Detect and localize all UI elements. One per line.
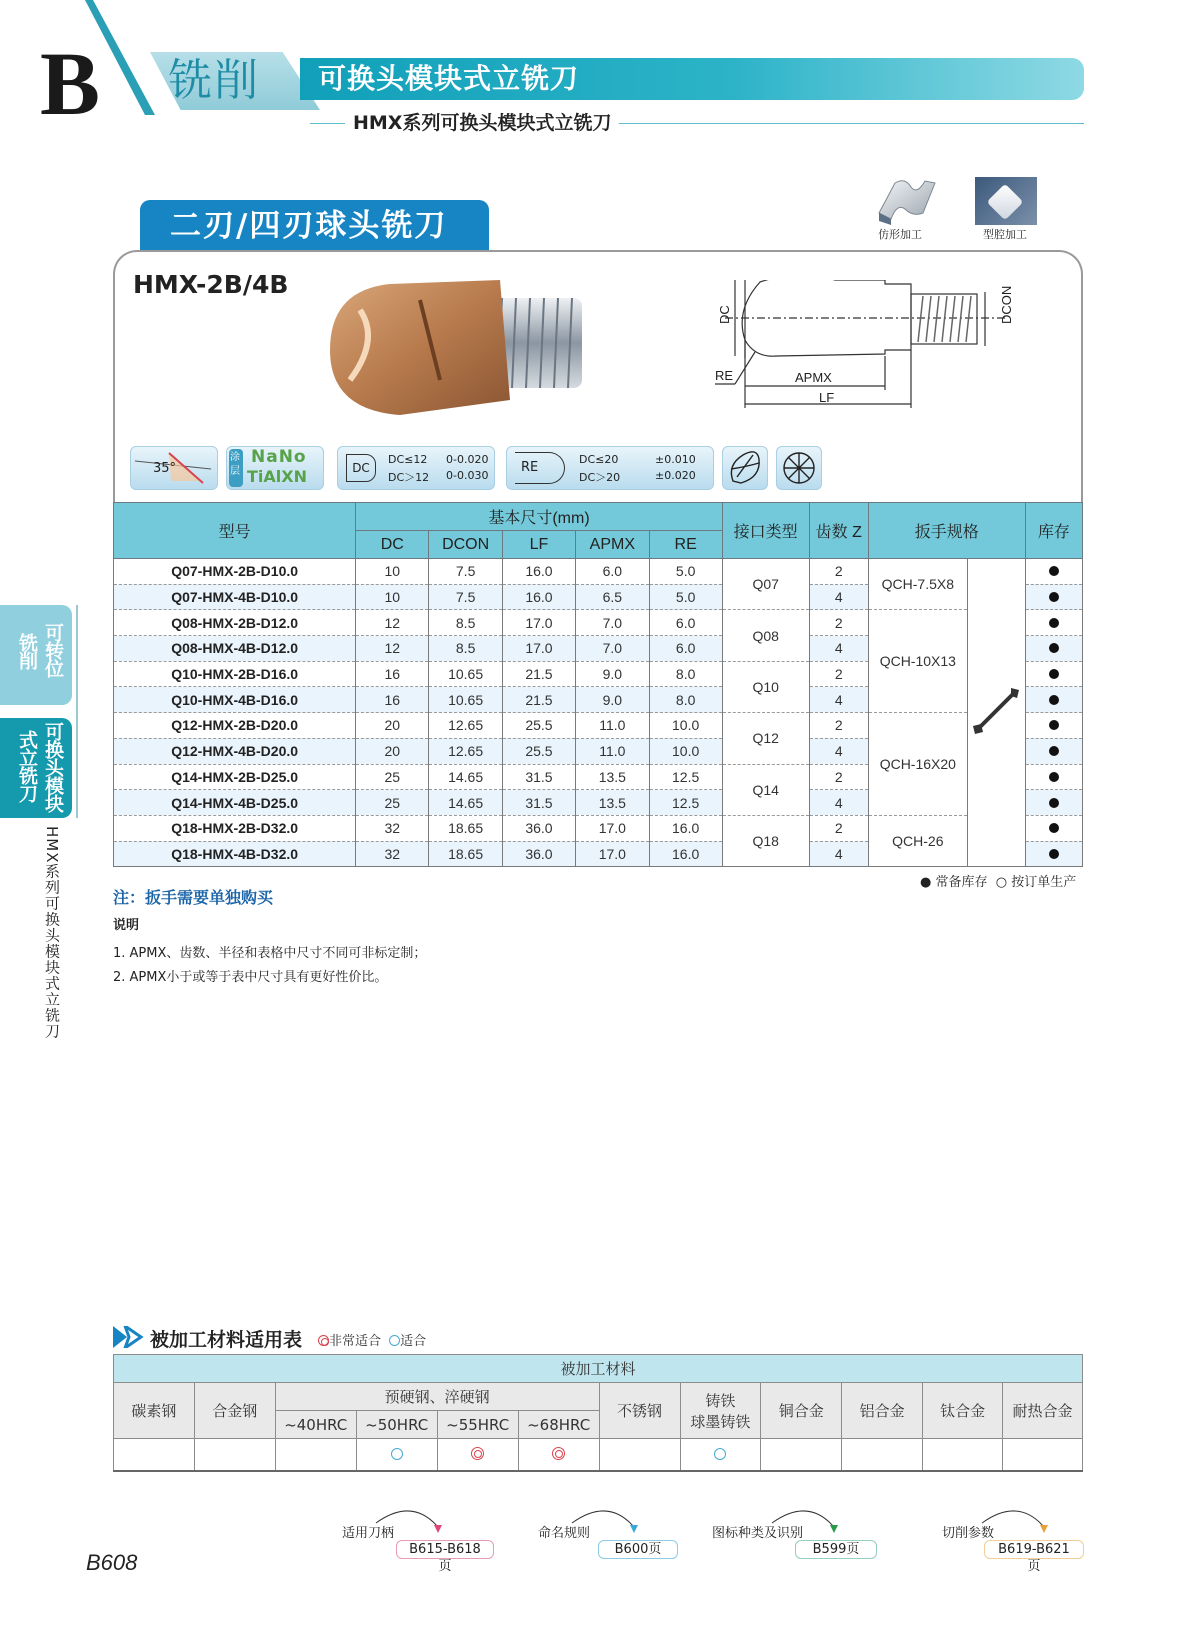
dc-tolerance-icon: DC DC≤12 0-0.020 DC＞12 0-0.030 [337, 446, 495, 490]
stock-cell [1025, 687, 1082, 713]
svg-text:DCON: DCON [999, 285, 1014, 324]
stock-cell [1025, 841, 1082, 867]
cavity-machining-icon [975, 177, 1037, 225]
col-header-basic-dims: 基本尺寸(mm) [356, 503, 722, 531]
col-header-re: RE [649, 531, 722, 559]
materials-header: 被加工材料 [114, 1355, 1083, 1383]
materials-table: 被加工材料 碳素钢 合金钢 预硬钢、淬硬钢 不锈钢 铸铁 球墨铸铁 铜合金 铝合金 钛合金 耐热合金 ~40HRC ~50HRC ~55HRC ~68HRC [113, 1354, 1083, 1472]
side-caption: HMX系列可换头模块式立铣刀 [43, 826, 61, 1040]
in-stock-dot [1049, 566, 1059, 576]
very-suitable-icon [552, 1447, 565, 1460]
helix-angle-icon: 35° [130, 446, 218, 490]
wrench-cell: QCH-16X20 [868, 713, 967, 816]
col-header-dc: DC [356, 531, 429, 559]
table-row: Q08-HMX-4B-D12.0 12 8.5 17.0 7.0 6.0 4 [114, 636, 1083, 662]
table-row: Q07-HMX-4B-D10.0 10 7.5 16.0 6.5 5.0 4 [114, 584, 1083, 610]
interface-cell: Q18 [722, 815, 809, 866]
explanation-item: 1. APMX、齿数、半径和表格中尺寸不同可非标定制； [113, 946, 427, 961]
in-stock-dot [1049, 720, 1059, 730]
category-label: 铣削 [168, 55, 260, 106]
xref-label: 适用刀柄 [342, 1526, 395, 1541]
table-row: Q18-HMX-4B-D32.0 32 18.65 36.0 17.0 16.0 4 [114, 841, 1083, 867]
product-photo [320, 270, 600, 425]
interface-cell: Q08 [722, 610, 809, 661]
in-stock-dot [1049, 618, 1059, 628]
application-label: 仿形加工 [878, 228, 922, 241]
in-stock-dot [1049, 798, 1059, 808]
wrench-cell: QCH-7.5X8 [868, 559, 967, 610]
profile-machining-icon [875, 173, 939, 225]
wrench-note: 注：扳手需要单独购买 [113, 888, 274, 907]
xref-label: 切削参数 [942, 1526, 995, 1541]
table-row: Q18-HMX-2B-D32.0 32 18.65 36.0 17.0 16.0 Q18 2 QCH-26 [114, 815, 1083, 841]
wrench-cell: QCH-26 [868, 815, 967, 866]
product-spec-table [113, 502, 1083, 867]
wrench-cell: QCH-10X13 [868, 610, 967, 713]
xref-label: 命名规则 [538, 1526, 591, 1541]
col-header-model: 型号 [114, 503, 356, 559]
page-number: B608 [86, 1550, 138, 1575]
very-suitable-icon [318, 1335, 329, 1346]
label-re: RE [715, 368, 734, 383]
stock-cell [1025, 636, 1082, 662]
coating-icon: 涂层 NaNo TiAlXN [226, 446, 324, 490]
page-subtitle: HMX系列可换头模块式立铣刀 [345, 110, 619, 136]
dimension-drawing [715, 280, 1035, 430]
xref-link-naming[interactable]: B600页 [598, 1540, 678, 1559]
table-row: Q14-HMX-4B-D25.0 25 14.65 31.5 13.5 12.5 4 [114, 790, 1083, 816]
xref-label: 图标种类及识别 [712, 1526, 804, 1541]
stock-cell [1025, 584, 1082, 610]
side-tab-modular-endmill[interactable] [0, 718, 72, 818]
interface-cell: Q14 [722, 764, 809, 815]
section-title: 二刃/四刃球头铣刀 [170, 208, 448, 244]
col-header-lf: LF [502, 531, 575, 559]
stock-cell [1025, 610, 1082, 636]
svg-text:DC: DC [717, 305, 732, 324]
stock-cell [1025, 764, 1082, 790]
in-stock-dot [1049, 592, 1059, 602]
side-tab-label: 可转位 [42, 623, 64, 677]
in-stock-dot [1049, 772, 1059, 782]
stock-legend: ● 常备库存 ○ 按订单生产 [920, 875, 1077, 890]
xref-link-icons[interactable]: B599页 [795, 1540, 877, 1559]
label-apmx: APMX [795, 370, 832, 385]
col-header-teeth: 齿数 Z [809, 503, 868, 559]
suitable-icon [391, 1448, 403, 1460]
xref-link-cutting-params[interactable]: B619-B621页 [984, 1540, 1084, 1559]
side-tab-label: 铣削 [16, 633, 38, 669]
in-stock-dot [1049, 823, 1059, 833]
four-flute-icon [776, 446, 822, 490]
col-header-wrench: 扳手规格 [868, 503, 1025, 559]
re-tolerance-icon: RE DC≤20 ±0.010 DC＞20 ±0.020 [506, 446, 714, 490]
table-row: Q12-HMX-2B-D20.0 20 12.65 25.5 11.0 10.0 Q12 2 QCH-16X20 [114, 713, 1083, 739]
wrench-icon [971, 686, 1021, 736]
in-stock-dot [1049, 643, 1059, 653]
interface-cell: Q07 [722, 559, 809, 610]
side-tab-label: 可换头模块 [42, 722, 64, 812]
wrench-image-cell [967, 559, 1025, 867]
materials-rating-row [114, 1439, 1083, 1471]
table-row: Q10-HMX-2B-D16.0 16 10.65 21.5 9.0 8.0 Q10 2 [114, 661, 1083, 687]
section-letter: B [40, 35, 101, 134]
stock-cell [1025, 559, 1082, 585]
materials-legend: 非常适合 适合 [318, 1330, 426, 1349]
table-row: Q12-HMX-4B-D20.0 20 12.65 25.5 11.0 10.0 4 [114, 738, 1083, 764]
explanation-title: 说明 [113, 918, 140, 933]
label-lf: LF [819, 390, 835, 405]
in-stock-dot [1049, 849, 1059, 859]
two-flute-icon [722, 446, 768, 490]
col-header-dcon: DCON [429, 531, 503, 559]
col-header-apmx: APMX [576, 531, 650, 559]
col-header-stock: 库存 [1025, 503, 1082, 559]
side-tab-indexable-milling[interactable] [0, 605, 72, 705]
stock-cell [1025, 713, 1082, 739]
section-arrow-icon [113, 1326, 145, 1348]
interface-cell: Q10 [722, 661, 809, 712]
product-name: HMX-2B/4B [133, 270, 289, 299]
interface-cell: Q12 [722, 713, 809, 764]
in-stock-dot [1049, 669, 1059, 679]
materials-title: 被加工材料适用表 [150, 1329, 303, 1351]
table-row: Q07-HMX-2B-D10.0 10 7.5 16.0 6.0 5.0 Q07 2 QCH-7.5X8 [114, 559, 1083, 585]
side-tab-label: 式立铣刀 [16, 730, 38, 802]
col-header-interface: 接口类型 [722, 503, 809, 559]
table-row: Q14-HMX-2B-D25.0 25 14.65 31.5 13.5 12.5 Q14 2 [114, 764, 1083, 790]
explanation-item: 2. APMX小于或等于表中尺寸具有更好性价比。 [113, 970, 388, 985]
table-row: Q10-HMX-4B-D16.0 16 10.65 21.5 9.0 8.0 4 [114, 687, 1083, 713]
very-suitable-icon [471, 1447, 484, 1460]
in-stock-dot [1049, 746, 1059, 756]
suitable-icon [389, 1335, 400, 1346]
stock-cell [1025, 661, 1082, 687]
suitable-icon [714, 1448, 726, 1460]
side-divider [76, 605, 78, 818]
page-title: 可换头模块式立铣刀 [318, 62, 580, 95]
stock-cell [1025, 738, 1082, 764]
xref-link-holders[interactable]: B615-B618页 [396, 1540, 494, 1559]
table-row: Q08-HMX-2B-D12.0 12 8.5 17.0 7.0 6.0 Q08 2 QCH-10X13 [114, 610, 1083, 636]
stock-cell [1025, 790, 1082, 816]
application-label: 型腔加工 [983, 228, 1027, 241]
stock-cell [1025, 815, 1082, 841]
in-stock-dot [1049, 695, 1059, 705]
